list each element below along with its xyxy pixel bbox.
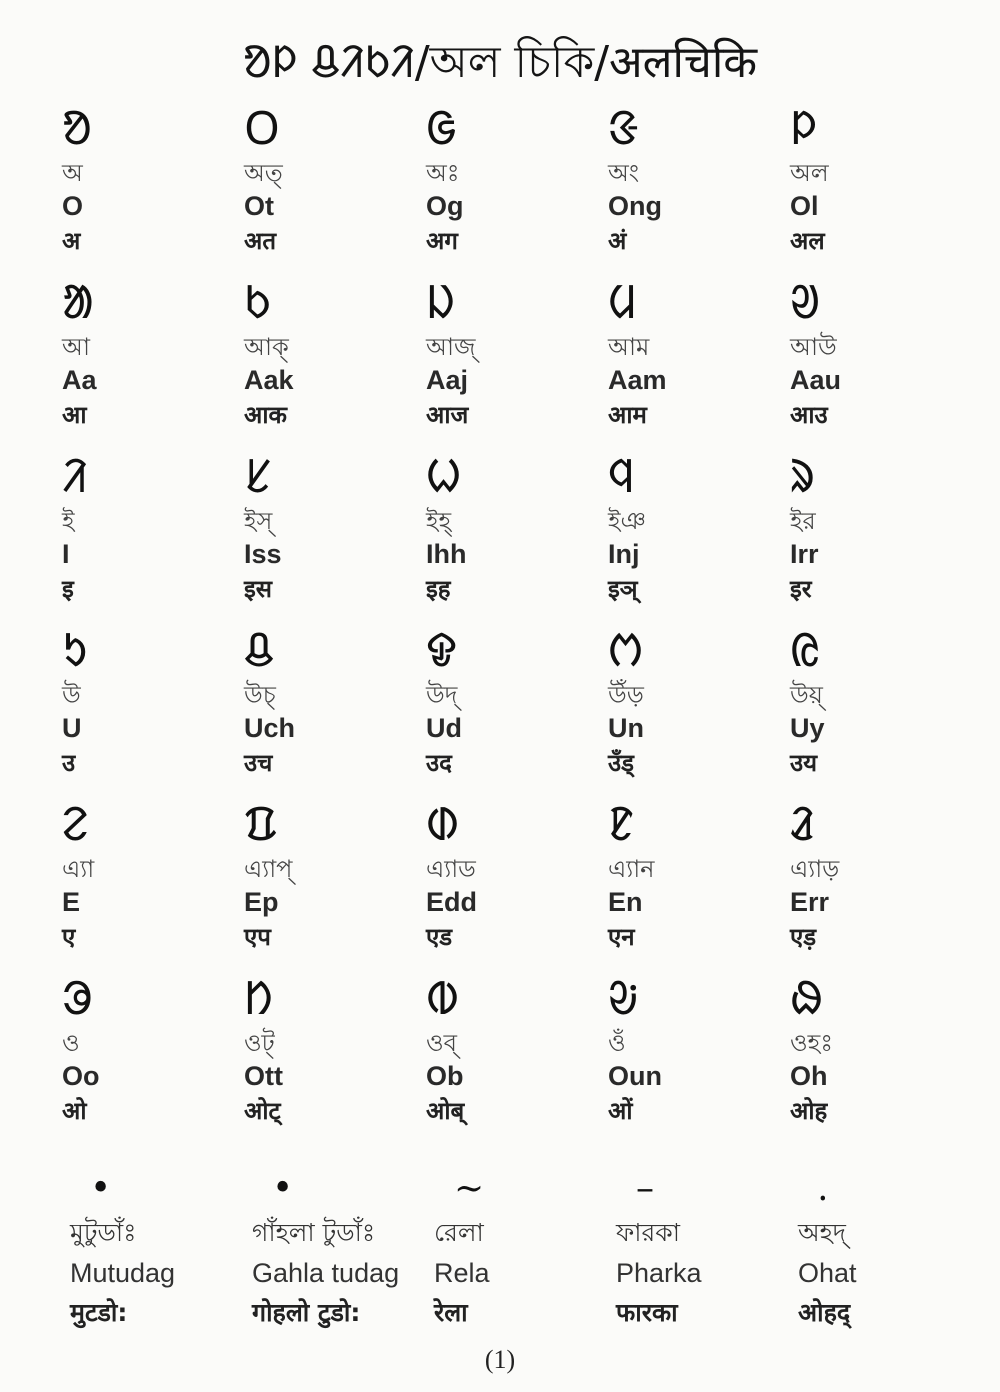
devanagari-transliteration: ओ — [62, 1097, 87, 1125]
bengali-transliteration: এ্যাড — [426, 855, 476, 883]
bengali-transliteration: অঃ — [426, 159, 460, 187]
roman-transliteration: Aa — [62, 365, 97, 395]
devanagari-transliteration: इञ् — [608, 575, 638, 603]
letter-cell — [596, 620, 778, 794]
letter-cell — [232, 98, 414, 272]
bengali-transliteration: ওব্ — [426, 1029, 458, 1057]
bengali-transliteration: উদ্ — [426, 681, 458, 709]
roman-name: Rela — [434, 1258, 490, 1288]
bengali-transliteration: আক্ — [244, 333, 289, 361]
roman-transliteration: Aaj — [426, 365, 469, 395]
letter-cell — [50, 272, 232, 446]
bengali-transliteration: আজ্ — [426, 333, 476, 361]
bengali-transliteration: অল — [790, 159, 829, 187]
olchiki-glyph: ᱦ — [426, 449, 462, 503]
diacritic-cell — [50, 1165, 232, 1335]
bengali-transliteration: ইঞ — [608, 507, 646, 535]
bengali-transliteration: উয়্ — [790, 681, 823, 709]
olchiki-glyph: ᱝ — [608, 101, 639, 155]
diacritic-mark: • — [90, 1168, 112, 1209]
olchiki-glyph: ᱳ — [62, 971, 93, 1025]
diacritic-row — [50, 1165, 960, 1335]
letter-cell — [50, 620, 232, 794]
devanagari-transliteration: उ — [62, 749, 76, 777]
bengali-transliteration: ইর — [790, 507, 816, 535]
roman-name: Mutudag — [70, 1258, 176, 1288]
roman-transliteration: Ud — [426, 713, 462, 743]
letter-cell — [414, 98, 596, 272]
devanagari-transliteration: उय — [790, 749, 818, 777]
devanagari-transliteration: ओट् — [244, 1097, 281, 1125]
devanagari-name: गोहलो टुडो: — [252, 1298, 361, 1327]
bengali-transliteration: ইস্ — [244, 507, 273, 535]
roman-transliteration: Ong — [608, 191, 662, 221]
letter-cell — [232, 272, 414, 446]
diacritic-mark: – — [636, 1168, 654, 1209]
olchiki-glyph: ᱲ — [790, 797, 817, 851]
devanagari-transliteration: इर — [790, 575, 812, 603]
devanagari-name: मुटडो: — [70, 1298, 128, 1327]
olchiki-glyph: ᱞ — [790, 101, 817, 155]
devanagari-transliteration: आम — [608, 401, 647, 429]
letter-cell — [596, 98, 778, 272]
devanagari-transliteration: अं — [608, 227, 627, 255]
olchiki-glyph: ᱣ — [790, 275, 821, 329]
letter-cell — [596, 446, 778, 620]
devanagari-transliteration: एप — [244, 923, 271, 951]
olchiki-glyph: ᱪ — [244, 623, 275, 677]
letter-cell — [232, 446, 414, 620]
olchiki-glyph: ᱴ — [244, 971, 273, 1025]
roman-transliteration: I — [62, 539, 70, 569]
olchiki-glyph: ᱤ — [62, 449, 88, 503]
devanagari-transliteration: आक — [244, 401, 287, 429]
roman-transliteration: Oun — [608, 1061, 662, 1091]
diacritic-cell — [232, 1165, 414, 1335]
bengali-name: ফারকা — [616, 1218, 681, 1247]
roman-transliteration: Aam — [608, 365, 667, 395]
olchiki-glyph: ᱷ — [790, 971, 824, 1025]
devanagari-transliteration: उँड् — [608, 749, 634, 777]
bengali-name: মুটুডাঁঃ — [70, 1218, 137, 1247]
bengali-transliteration: অং — [608, 159, 640, 187]
roman-transliteration: Ol — [790, 191, 819, 221]
devanagari-name: रेला — [434, 1298, 468, 1327]
roman-transliteration: Ihh — [426, 539, 467, 569]
devanagari-transliteration: अत — [244, 227, 277, 255]
roman-transliteration: Aau — [790, 365, 842, 395]
devanagari-transliteration: एड़ — [790, 923, 817, 951]
devanagari-name: फारका — [616, 1298, 678, 1327]
devanagari-transliteration: अ — [62, 227, 81, 255]
bengali-transliteration: অত্ — [244, 159, 283, 187]
roman-transliteration: Og — [426, 191, 464, 221]
devanagari-transliteration: आ — [62, 401, 87, 429]
devanagari-transliteration: अग — [426, 227, 458, 255]
bengali-transliteration: আউ — [790, 333, 837, 361]
bengali-transliteration: এ্যা — [62, 855, 95, 883]
devanagari-name: ओहद् — [798, 1298, 851, 1327]
olchiki-glyph: ᱛ — [244, 101, 280, 155]
bengali-transliteration: আম — [608, 333, 650, 361]
letter-cell — [232, 968, 414, 1142]
devanagari-transliteration: ए — [62, 923, 76, 951]
bengali-transliteration: অ — [62, 159, 83, 187]
olchiki-glyph: ᱩ — [62, 623, 88, 677]
diacritic-cell — [596, 1165, 778, 1335]
roman-transliteration: Ot — [244, 191, 274, 221]
roman-transliteration: Aak — [244, 365, 294, 395]
roman-transliteration: Err — [790, 887, 830, 917]
bengali-transliteration: আ — [62, 333, 90, 361]
devanagari-transliteration: उद — [426, 749, 452, 777]
letter-cell — [50, 446, 232, 620]
devanagari-transliteration: आज — [426, 401, 469, 429]
diacritic-mark: ᱹ — [818, 1168, 828, 1209]
roman-transliteration: Ep — [244, 887, 279, 917]
olchiki-glyph: ᱯ — [244, 797, 278, 851]
roman-name: Pharka — [616, 1258, 702, 1288]
bengali-transliteration: উঁড় — [608, 681, 644, 709]
roman-transliteration: Oh — [790, 1061, 828, 1091]
olchiki-glyph: ᱬ — [608, 623, 644, 677]
letter-cell — [414, 968, 596, 1142]
letter-cell — [414, 794, 596, 968]
letter-cell — [414, 620, 596, 794]
roman-transliteration: U — [62, 713, 82, 743]
letter-cell — [50, 794, 232, 968]
bengali-name: অহদ্ — [798, 1218, 846, 1247]
letter-cell — [596, 968, 778, 1142]
bengali-transliteration: ওহঃ — [790, 1029, 834, 1057]
letter-cell — [778, 968, 960, 1142]
devanagari-transliteration: आउ — [790, 401, 828, 429]
devanagari-transliteration: इ — [62, 575, 74, 603]
roman-transliteration: Irr — [790, 539, 819, 569]
letter-cell — [414, 272, 596, 446]
roman-transliteration: Oo — [62, 1061, 100, 1091]
olchiki-glyph: ᱮ — [62, 797, 89, 851]
devanagari-transliteration: ओह — [790, 1097, 828, 1125]
bengali-name: রেলা — [434, 1218, 484, 1247]
roman-transliteration: Iss — [244, 539, 282, 569]
roman-transliteration: Ott — [244, 1061, 283, 1091]
olchiki-glyph: ᱭ — [790, 623, 821, 677]
devanagari-transliteration: एड — [426, 923, 453, 951]
devanagari-transliteration: ओं — [608, 1097, 633, 1125]
roman-transliteration: E — [62, 887, 81, 917]
olchiki-glyph: ᱨ — [790, 449, 815, 503]
olchiki-glyph: ᱚ — [62, 101, 92, 155]
bengali-transliteration: ই — [62, 507, 75, 535]
devanagari-transliteration: इह — [426, 575, 451, 603]
bengali-transliteration: ইহ্ — [426, 507, 452, 535]
roman-transliteration: Uy — [790, 713, 825, 743]
devanagari-transliteration: इस — [244, 575, 273, 603]
devanagari-transliteration: अल — [790, 227, 825, 255]
bengali-transliteration: এ্যাপ্ — [244, 855, 293, 883]
roman-transliteration: Ob — [426, 1061, 464, 1091]
roman-transliteration: Inj — [608, 539, 640, 569]
olchiki-glyph: ᱶ — [608, 971, 639, 1025]
letter-cell — [778, 620, 960, 794]
letter-cell — [778, 272, 960, 446]
diacritic-cell — [778, 1165, 960, 1335]
bengali-transliteration: এ্যাড় — [790, 855, 840, 883]
letter-cell — [778, 98, 960, 272]
bengali-transliteration: ওঁ — [608, 1029, 626, 1057]
letter-cell — [596, 794, 778, 968]
olchiki-glyph: ᱠ — [244, 275, 271, 329]
olchiki-glyph: ᱜ — [426, 101, 458, 155]
devanagari-transliteration: एन — [608, 923, 635, 951]
bengali-transliteration: উ — [62, 681, 81, 709]
bengali-transliteration: এ্যান — [608, 855, 655, 883]
olchiki-glyph: ᱢ — [608, 275, 637, 329]
page-title: ᱚᱞ ᱪᱤᱠᱤ/অল চিকি/अलचिकि — [242, 37, 758, 88]
letter-cell — [232, 620, 414, 794]
letter-cell — [50, 968, 232, 1142]
roman-transliteration: O — [62, 191, 84, 221]
bengali-name: গাঁহলা টুডাঁঃ — [252, 1218, 376, 1247]
olchiki-glyph: ᱟ — [62, 275, 94, 329]
page-number: (1) — [484, 1345, 516, 1374]
letter-cell — [778, 794, 960, 968]
olchiki-glyph: ᱵ — [426, 971, 460, 1025]
letter-grid — [50, 98, 960, 1142]
bengali-transliteration: ও — [62, 1029, 80, 1057]
devanagari-transliteration: ओब् — [426, 1097, 465, 1125]
letter-cell — [232, 794, 414, 968]
letter-cell — [778, 446, 960, 620]
roman-transliteration: Edd — [426, 887, 477, 917]
bengali-transliteration: উচ্ — [244, 681, 276, 709]
diacritic-cell — [414, 1165, 596, 1335]
olchiki-glyph: ᱫ — [426, 623, 458, 677]
roman-transliteration: Un — [608, 713, 644, 743]
letter-cell — [50, 98, 232, 272]
olchiki-glyph: ᱡ — [426, 275, 455, 329]
bengali-transliteration: ওট্ — [244, 1029, 275, 1057]
olchiki-glyph: ᱱ — [608, 797, 635, 851]
olchiki-glyph: ᱧ — [608, 449, 635, 503]
roman-name: Gahla tudag — [252, 1258, 400, 1288]
olchiki-glyph: ᱥ — [244, 449, 272, 503]
letter-cell — [596, 272, 778, 446]
diacritic-mark: • — [272, 1168, 294, 1209]
diacritic-mark: ~ — [454, 1168, 485, 1209]
letter-cell — [414, 446, 596, 620]
roman-name: Ohat — [798, 1258, 857, 1288]
roman-transliteration: En — [608, 887, 643, 917]
olchiki-glyph: ᱰ — [426, 797, 460, 851]
devanagari-transliteration: उच — [244, 749, 273, 777]
roman-transliteration: Uch — [244, 713, 296, 743]
